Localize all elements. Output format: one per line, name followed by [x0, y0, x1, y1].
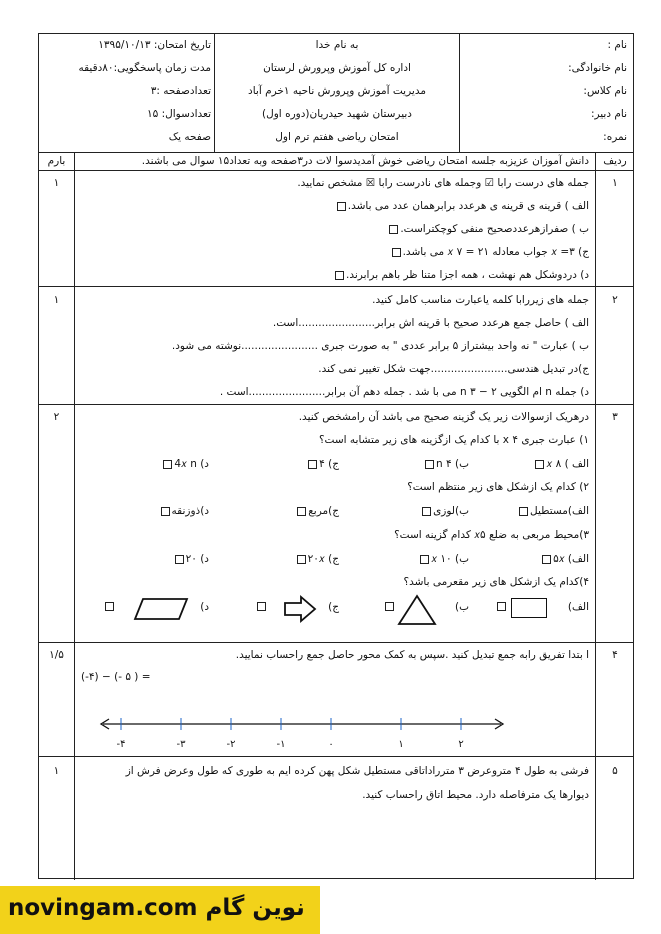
option-text: ب) — [455, 601, 469, 613]
q3-sub4-option-b — [455, 600, 469, 614]
option-checkbox[interactable] — [175, 555, 184, 564]
q4-expression: (-۴) − (- ۵ ) = — [81, 671, 151, 683]
q3-sub2-question: ۲) کدام یک ازشکل های زیر منتظم است؟ — [407, 481, 589, 493]
exam-page — [38, 33, 634, 879]
option-checkbox[interactable] — [420, 555, 429, 564]
q3-number: ۳ — [612, 411, 618, 423]
option-checkbox[interactable] — [535, 460, 544, 469]
q1-score: ۱ — [53, 177, 60, 189]
option-text: الف) — [567, 601, 589, 613]
option-checkbox[interactable] — [542, 555, 551, 564]
exam-duration: مدت زمان پاسخگویی:۸۰دقیقه — [78, 62, 211, 74]
q3-sub1-option-a — [533, 457, 589, 471]
option-checkbox[interactable] — [297, 555, 306, 564]
q1-item-c-text: ج) ۳= 𝑥 جواب معادله ۲۱ = 𝑥 ۷ می باشد. — [402, 246, 589, 258]
q1-number: ۱ — [612, 177, 618, 189]
q1-item-d-text: د) دردوشکل هم نهشت ، همه اجزا متنا ظر باهم برابرند. — [346, 269, 589, 281]
q1-item-b — [387, 222, 589, 236]
score-header: بارم — [47, 155, 66, 167]
q3-sub3-option-d — [173, 552, 209, 566]
axis-label: ۲ — [458, 739, 464, 750]
axis-label: ۰ — [328, 739, 334, 750]
axis-label: ۱ — [398, 739, 404, 750]
field-class: نام کلاس: — [583, 85, 627, 97]
option-text: ج) ۲۰𝑥 — [307, 553, 339, 565]
option-checkbox[interactable] — [163, 460, 172, 469]
option-text: ج) — [328, 601, 339, 613]
option-text: ب) n ۴ — [436, 458, 469, 470]
q1-title: جمله های درست رابا ☑ وجمله های نادرست رابا ☒ مشخص نمایید. — [297, 177, 589, 189]
q3-sub4-question: ۴)کدام یک ازشکل های زیر مقعرمی باشد؟ — [403, 576, 589, 588]
q3-sub2-option-d — [159, 504, 209, 518]
axis-label: -۴ — [116, 739, 126, 750]
q4-number: ۴ — [612, 649, 618, 661]
q1-item-d — [333, 268, 589, 282]
page-count: تعدادصفحه :۳ — [150, 85, 211, 97]
q2-title: جمله های زیررابا کلمه یاعبارت مناسب کامل کنید. — [372, 294, 589, 306]
q3-sub3-option-a — [540, 552, 589, 566]
q3-sub3-option-c — [295, 552, 339, 566]
q5-number: ۵ — [612, 765, 618, 777]
triangle-shape-icon — [397, 594, 437, 626]
row-header: ردیف — [603, 155, 627, 167]
arrow-shape-icon — [283, 595, 317, 623]
option-text: د) ۲۰ — [185, 553, 209, 565]
q3-sub3-option-b — [418, 552, 469, 566]
intro-text: دانش آموزان عزیزبه جلسه امتحان ریاضی خوش آمدیدسوا لات در۳صفحه وبه تعداد۱۵ سوال می باشند. — [141, 155, 589, 167]
exam-date: تاریخ امتحان: ۱۳۹۵/۱۰/۱۳ — [98, 39, 211, 51]
option-checkbox[interactable] — [257, 602, 266, 611]
option-checkbox[interactable] — [385, 602, 394, 611]
option-text: د) — [200, 601, 209, 613]
question-count: تعدادسوال: ۱۵ — [146, 108, 211, 120]
q2-item-c: ج)در تبدیل هندسی.......................جهت شکل تغییر نمی کند. — [318, 363, 589, 375]
q3-title: درهریک ازسوالات زیر یک گزینه صحیح می باشد آن رامشخص کنید. — [298, 411, 589, 423]
q3-sub4-option-c — [328, 600, 339, 614]
q3-sub3-question: ۳)محیط مربعی به ضلع 𝑥۵ کدام گزینه است؟ — [394, 529, 589, 541]
axis-label: -۲ — [226, 739, 236, 750]
axis-label: -۱ — [276, 739, 286, 750]
option-checkbox[interactable] — [497, 602, 506, 611]
option-checkbox[interactable] — [297, 507, 306, 516]
q1-item-a-text: الف ) قرینه ی قرینه ی هرعدد برابرهمان عدد می باشد. — [347, 200, 589, 212]
q3-sub1-option-c — [306, 457, 339, 471]
option-text: د) 4𝑥 n — [174, 458, 209, 470]
page-label: صفحه یک — [168, 131, 211, 143]
q2-item-d: د) جمله n ام الگویی ۲ − n ۳ می با شد . جمله دهم آن برابر.......................است . — [219, 386, 589, 398]
option-text: ب)لوزی — [433, 505, 469, 517]
org-line-1: اداره کل آموزش وپرورش لرستان — [263, 62, 411, 74]
bismillah: به نام خدا — [315, 39, 359, 51]
q3-score: ۲ — [53, 411, 60, 423]
answer-checkbox[interactable] — [335, 271, 344, 280]
q1-item-b-text: ب ) صفرازهرعددصحیح منفی کوچکتراست. — [400, 223, 589, 235]
field-teacher: نام دبیر: — [590, 108, 627, 120]
option-checkbox[interactable] — [161, 507, 170, 516]
option-text: ج)مربع — [308, 505, 339, 517]
school-name: دبیرستان شهید حیدریان(دوره اول) — [262, 108, 412, 120]
q3-sub2-option-b — [420, 504, 469, 518]
org-line-2: مدیریت آموزش وپرورش ناحیه ۱خرم آباد — [248, 85, 426, 97]
field-family-name: نام خانوادگی: — [568, 62, 627, 74]
option-checkbox[interactable] — [422, 507, 431, 516]
q4-score: ۱/۵ — [49, 649, 64, 661]
q2-number: ۲ — [612, 294, 618, 306]
field-score: نمره: — [603, 131, 627, 143]
answer-checkbox[interactable] — [392, 248, 401, 257]
option-checkbox[interactable] — [308, 460, 317, 469]
q3-sub2-option-a — [517, 504, 589, 518]
q1-item-c — [390, 245, 589, 259]
option-text: ج) ۴ — [319, 458, 339, 470]
q5-line-2: دیوارها یک مترفاصله دارد. محیط اتاق راحساب کنید. — [362, 789, 589, 801]
q5-score: ۱ — [53, 765, 60, 777]
q3-sub2-option-c — [295, 504, 339, 518]
q1-item-a — [335, 199, 589, 213]
answer-checkbox[interactable] — [389, 225, 398, 234]
rectangle-shape-icon — [511, 598, 547, 618]
exam-title: امتحان ریاضی هفتم ترم اول — [275, 131, 399, 143]
axis-label: -۳ — [176, 739, 186, 750]
q3-sub1-question: ۱) عبارت جبری x ۴ با کدام یک ازگزینه های زیر متشابه است؟ — [318, 434, 589, 446]
q2-item-b: ب ) عبارت " نه واحد بیشتراز ۵ برابر عددی " به صورت جبری .......................نوشته می شود. — [171, 340, 589, 352]
q3-sub4-option-a — [568, 600, 589, 614]
option-text: الف) ۵𝑥 — [553, 553, 589, 565]
footer-brand[interactable]: novingam.com نوین گام — [8, 895, 305, 921]
parallelogram-shape-icon — [133, 597, 189, 621]
q4-title: ا بتدا تفریق رابه جمع تبدیل کنید .سپس به کمک محور حاصل جمع راحساب نمایید. — [235, 649, 589, 661]
q2-score: ۱ — [53, 294, 60, 306]
q2-item-a: الف ) حاصل جمع هرعدد صحیح با قرینه اش برابر.......................است. — [272, 317, 589, 329]
option-text: الف)مستطیل — [530, 505, 589, 517]
option-text: الف ) 𝑥 ۸ — [546, 458, 589, 470]
number-line — [97, 714, 507, 734]
answer-checkbox[interactable] — [337, 202, 346, 211]
q3-sub1-option-d — [161, 457, 209, 471]
option-checkbox[interactable] — [105, 602, 114, 611]
q5-line-1: فرشی به طول ۴ متروعرض ۳ مترراداتاقی مستطیل شکل پهن کرده ایم به طوری که طول وعرض فرش از — [125, 765, 589, 777]
field-name: نام : — [607, 39, 627, 51]
q3-sub4-option-d — [200, 600, 209, 614]
option-checkbox[interactable] — [519, 507, 528, 516]
option-text: ب) 𝑥 ۱۰ — [431, 553, 469, 565]
option-text: د)ذوزنقه — [171, 505, 209, 517]
option-checkbox[interactable] — [425, 460, 434, 469]
q3-sub1-option-b — [423, 457, 469, 471]
